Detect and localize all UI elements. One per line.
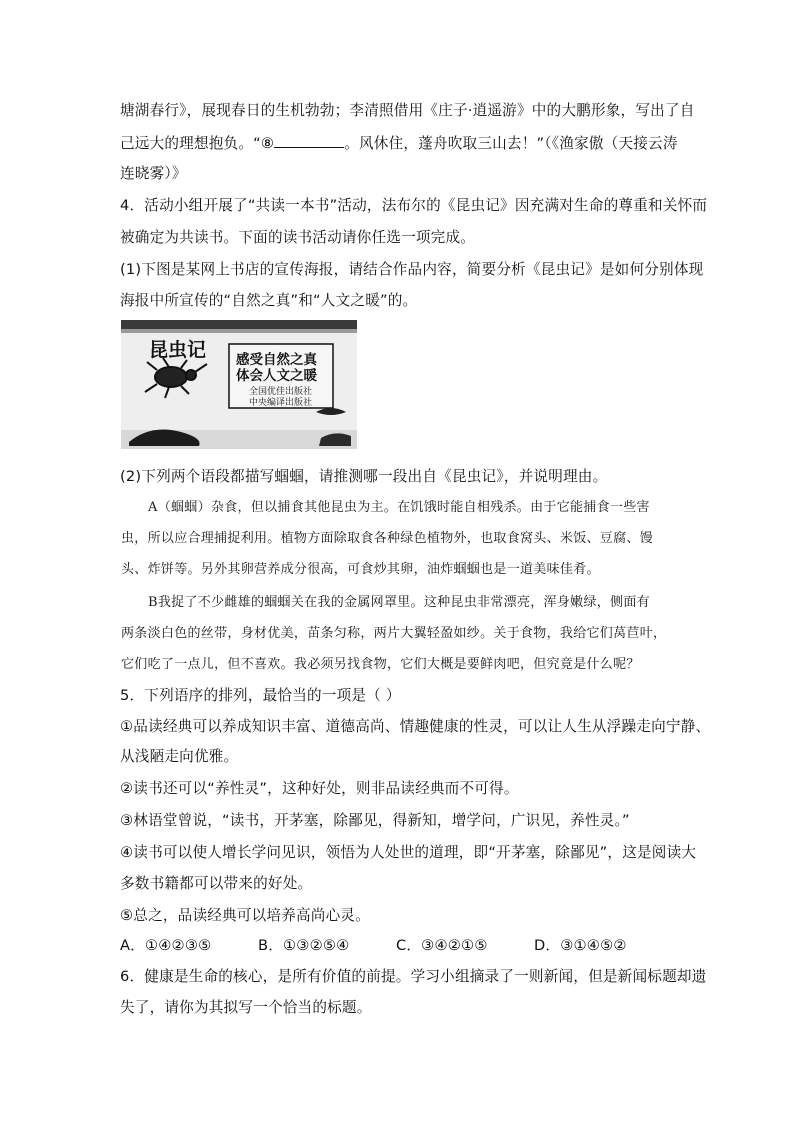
poster-slogan-2: 体会人文之暖 xyxy=(236,368,317,384)
q5-sentence-1a: ①品读经典可以养成知识丰富、道德高尚、情趣健康的性灵，可以让人生从浮躁走向宁静、 xyxy=(120,718,711,735)
q4-text-line-1: 4．活动小组开展了“共读一本书”活动，法布尔的《昆虫记》因充满对生命的尊重和关怀而 xyxy=(120,197,708,214)
answer-blank-8[interactable] xyxy=(274,133,344,148)
prev-text-line-1: 塘湖春行》，展现春日的生机勃勃；李清照借用《庄子·逍遥游》中的大鹏形象，写出了自 xyxy=(120,102,695,119)
q5-sentence-1b: 从浅陋走向优雅。 xyxy=(120,748,239,765)
poster-publisher-2: 中央编译出版社 xyxy=(249,398,313,408)
q6-text-line-2: 失了，请你为其拟写一个恰当的标题。 xyxy=(120,999,372,1016)
q5-title: 5．下列语序的排列，最恰当的一项是（ ） xyxy=(120,687,401,704)
prev-text-line-2b: 。风休住，蓬舟吹取三山去！”（《渔家傲（天接云涛 xyxy=(344,135,678,152)
prev-text-line-2a: 己远大的理想抱负。“⑧ xyxy=(120,135,275,152)
q4-text-line-2: 被确定为共读书。下面的读书活动请你任选一项完成。 xyxy=(120,229,476,246)
paragraph-a-line-1: A（蝈蝈）杂食，但以捕食其他昆虫为主。在饥饿时能自相残杀。由于它能捕食一些害 xyxy=(148,500,650,515)
paragraph-b-line-2: 两条淡白色的丝带，身材优美，苗条匀称，两片大翼轻盈如纱。关于食物，我给它们莴苣叶， xyxy=(121,626,667,641)
paragraph-a-line-2: 虫，所以应合理捕捉利用。植物方面除取食各种绿色植物外，也取食窝头、米饭、豆腐、馒 xyxy=(121,531,654,546)
prev-text-line-2 xyxy=(120,133,678,154)
q5-sentence-2: ②读书还可以“养性灵”，这种好处，则非品读经典而不可得。 xyxy=(120,780,519,797)
q5-option-d[interactable]: D．③①④⑤② xyxy=(534,937,627,954)
q4-sub2-text: (2)下列两个语段都描写蝈蝈，请推测哪一段出自《昆虫记》，并说明理由。 xyxy=(120,468,608,485)
book-poster-image xyxy=(121,320,357,449)
q4-sub1-line-1: (1)下图是某网上书店的宣传海报，请结合作品内容，简要分析《昆虫记》是如何分别体现 xyxy=(120,261,704,278)
q4-sub1-line-2: 海报中所宣传的“自然之真”和“人文之暖”的。 xyxy=(120,292,418,309)
paragraph-a-line-3: 头、炸饼等。另外其卵营养成分很高，可食炒其卵，油炸蝈蝈也是一道美味佳肴。 xyxy=(121,562,600,577)
poster-slogan-1: 感受自然之真 xyxy=(236,352,317,368)
paragraph-b-line-3: 它们吃了一点儿，但不喜欢。我必须另找食物，它们大概是要鲜肉吧，但究竟是什么呢？ xyxy=(121,657,640,672)
q5-option-a[interactable]: A．①④②③⑤ xyxy=(120,937,212,954)
q5-option-c[interactable]: C．③④②①⑤ xyxy=(396,937,488,954)
prev-text-line-3: 连晓雾）》 xyxy=(120,165,187,182)
q6-text-line-1: 6．健康是生命的核心，是所有价值的前提。学习小组摘录了一则新闻，但是新闻标题却遗 xyxy=(120,968,707,985)
q5-sentence-4a: ④读书可以使人增长学问见识，领悟为人处世的道理，即“开茅塞，除鄙见”，这是阅读大 xyxy=(120,844,697,861)
paragraph-b-line-1: B我捉了不少雌雄的蝈蝈关在我的金属网罩里。这种昆虫非常漂亮，浑身嫩绿，侧面有 xyxy=(148,595,650,610)
q5-option-b[interactable]: B．①③②⑤④ xyxy=(258,937,350,954)
poster-publisher-1: 全国优佳出版社 xyxy=(249,387,313,397)
q5-sentence-4b: 多数书籍都可以带来的好处。 xyxy=(120,875,313,892)
q5-sentence-3: ③林语堂曾说，“读书，开茅塞，除鄙见，得新知，增学问，广识见，养性灵。” xyxy=(120,812,630,829)
q5-sentence-5: ⑤总之，品读经典可以培养高尚心灵。 xyxy=(120,907,370,924)
poster-title: 昆虫记 xyxy=(149,339,207,361)
